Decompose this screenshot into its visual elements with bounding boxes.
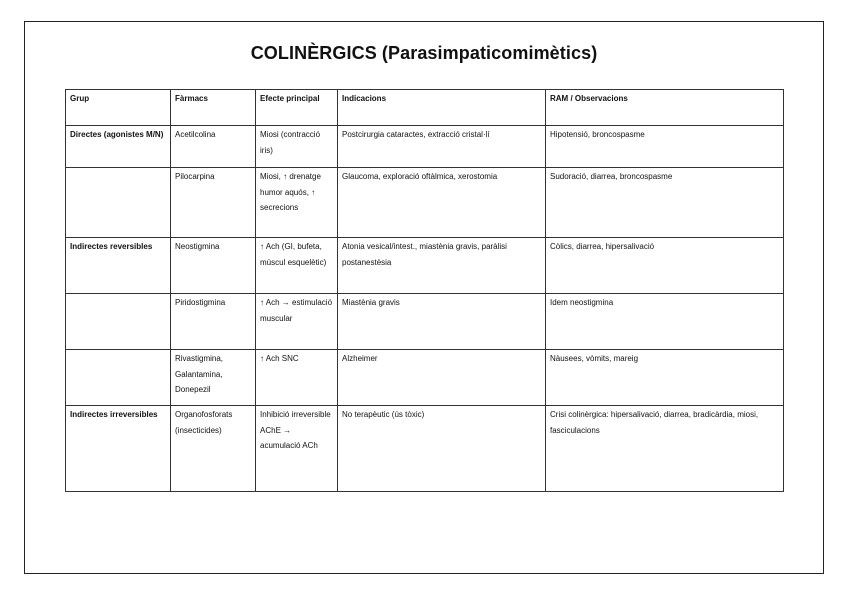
cell-group: Indirectes reversibles (66, 238, 171, 294)
cell-indications: Miastènia gravis (338, 294, 546, 350)
cell-adverse-effects: Crisi colinèrgica: hipersalivació, diarrea, bradicàrdia, miosi, fasciculacions (546, 406, 784, 492)
cell-group: Indirectes irreversibles (66, 406, 171, 492)
header-effect: Efecte principal (256, 90, 338, 126)
cell-drugs: Neostigmina (171, 238, 256, 294)
cell-group (66, 350, 171, 406)
cell-indications: Glaucoma, exploració oftàlmica, xerostomia (338, 168, 546, 238)
cell-effect: Inhibició irreversible AChE → acumulació ACh (256, 406, 338, 492)
cell-adverse-effects: Idem neostigmina (546, 294, 784, 350)
cholinergic-drug-table (65, 89, 784, 492)
cell-indications: No terapèutic (ús tòxic) (338, 406, 546, 492)
header-group: Grup (66, 90, 171, 126)
cell-drugs: Acetilcolina (171, 126, 256, 168)
cell-indications: Atonia vesical/intest., miastènia gravis, paràlisi postanestèsia (338, 238, 546, 294)
cell-group (66, 168, 171, 238)
header-indications: Indicacions (338, 90, 546, 126)
cell-adverse-effects: Còlics, diarrea, hipersalivació (546, 238, 784, 294)
cell-group: Directes (agonistes M/N) (66, 126, 171, 168)
table-row (66, 294, 784, 350)
cell-effect: Miosi, ↑ drenatge humor aquós, ↑ secrecions (256, 168, 338, 238)
cell-group (66, 294, 171, 350)
table-header-row (66, 90, 784, 126)
cell-effect: Miosi (contracció iris) (256, 126, 338, 168)
cell-adverse-effects: Hipotensió, broncospasme (546, 126, 784, 168)
cell-drugs: Rivastigmina, Galantamina, Donepezil (171, 350, 256, 406)
table-row (66, 126, 784, 168)
cell-adverse-effects: Sudoració, diarrea, broncospasme (546, 168, 784, 238)
header-adverse-effects: RAM / Observacions (546, 90, 784, 126)
cell-drugs: Piridostigmina (171, 294, 256, 350)
cell-drugs: Pilocarpina (171, 168, 256, 238)
document-title: COLINÈRGICS (Parasimpaticomimètics) (250, 43, 598, 63)
header-drugs: Fàrmacs (171, 90, 256, 126)
cell-drugs: Organofosforats (insecticides) (171, 406, 256, 492)
table-row (66, 350, 784, 406)
table-row (66, 168, 784, 238)
cell-adverse-effects: Nàusees, vòmits, mareig (546, 350, 784, 406)
cell-effect: ↑ Ach (GI, bufeta, múscul esquelètic) (256, 238, 338, 294)
cell-effect: ↑ Ach SNC (256, 350, 338, 406)
table-row (66, 238, 784, 294)
cell-effect: ↑ Ach → estimulació muscular (256, 294, 338, 350)
cell-indications: Alzheimer (338, 350, 546, 406)
cell-indications: Postcirurgia cataractes, extracció cristal·lí (338, 126, 546, 168)
table-row (66, 406, 784, 492)
